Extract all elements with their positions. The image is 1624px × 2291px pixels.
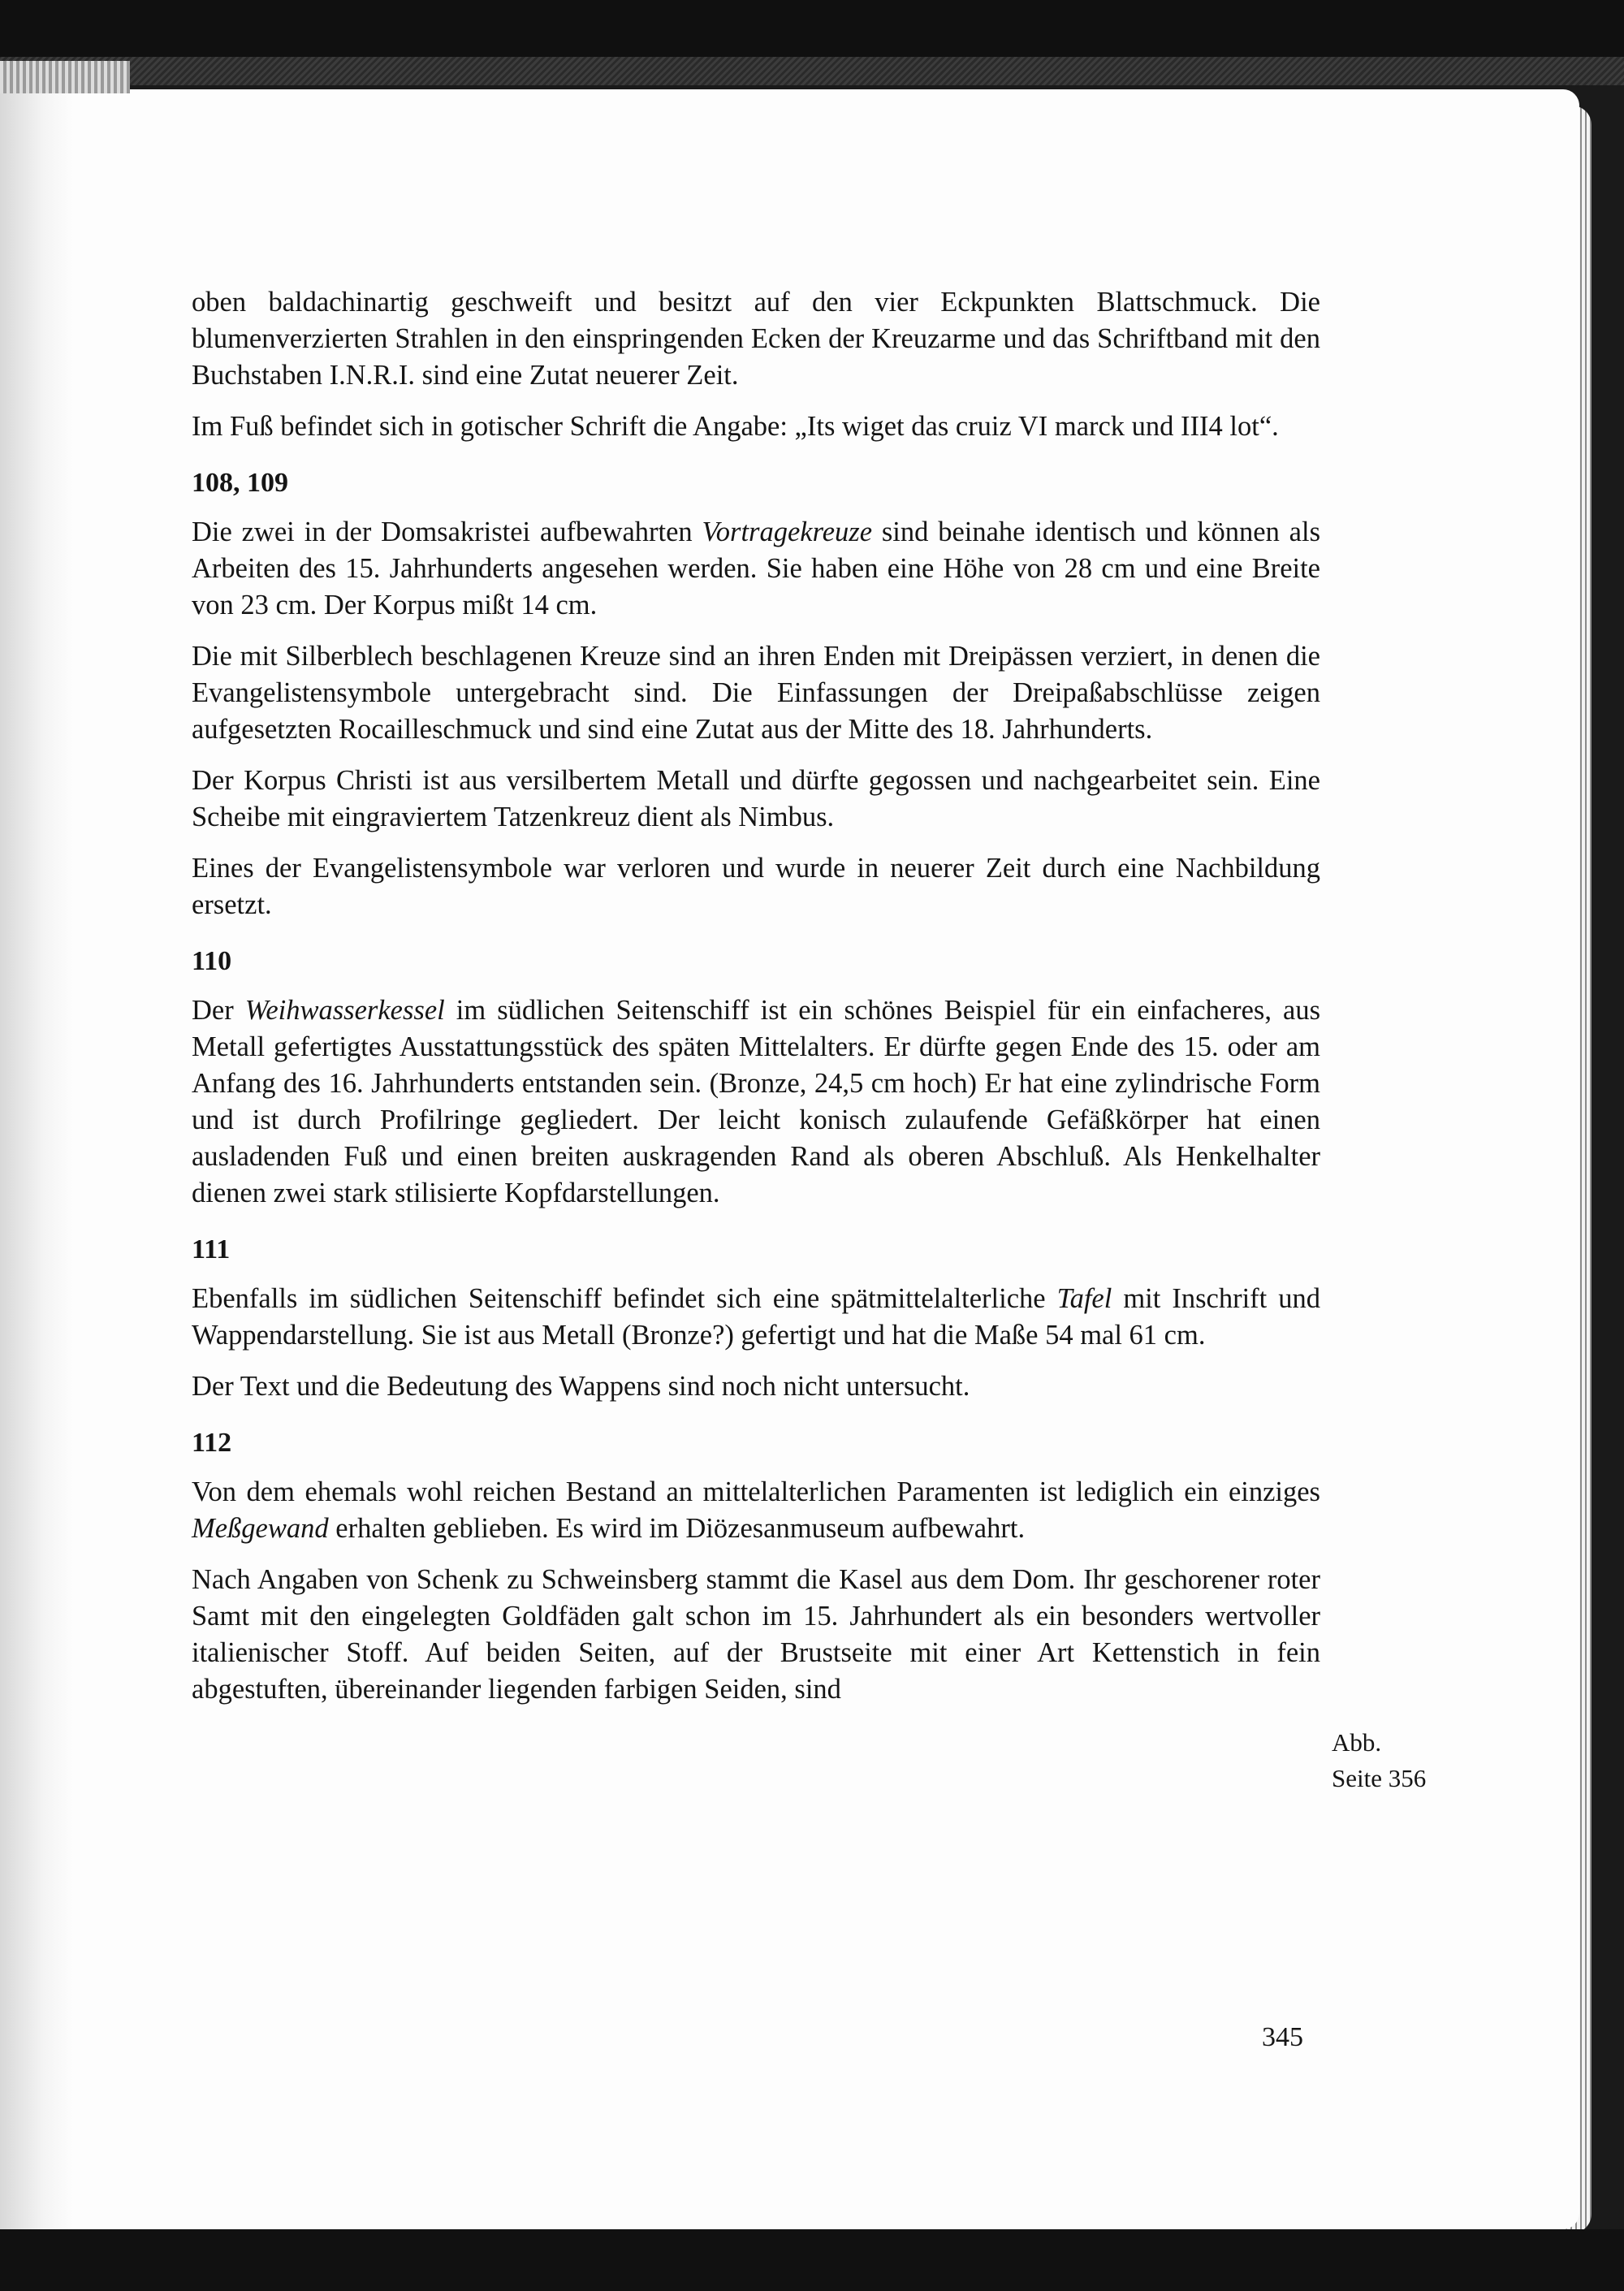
main-text — [192, 284, 1320, 1723]
emphasized-term: Tafel — [1056, 1283, 1112, 1314]
book-gutter — [0, 89, 73, 2229]
text-run: sind beinahe identisch und können als Arbeiten des 15. Jahrhunderts angesehen werden. Sie haben eine Höhe von 28 cm und eine Breite von 23 cm. Der Korpus mißt 14 cm. — [192, 517, 1320, 620]
paragraph — [192, 514, 1320, 624]
emphasized-term: Vortragekreuze — [702, 517, 873, 547]
paragraph: Nach Angaben von Schenk zu Schweinsberg stammt die Kasel aus dem Dom. Ihr geschorener roter Samt mit den eingelegten Goldfäden galt schon im 15. Jahrhundert als ein besonders wertvoller italienischer Stoff. Auf beiden Seiten, auf der Brustseite mit einer Art Kettenstich in fein abgestuften, übereinander liegenden farbigen Seiden, sind — [192, 1564, 1320, 1705]
paragraph — [192, 1281, 1320, 1354]
paragraph: Eines der Evangelistensymbole war verloren und wurde in neuerer Zeit durch eine Nachbildung ersetzt. — [192, 853, 1320, 920]
text-run: Der — [192, 995, 245, 1026]
paragraph — [192, 1474, 1320, 1547]
page-number: 345 — [1262, 2022, 1303, 2052]
margin-note-line: Seite 356 — [1332, 1764, 1427, 1792]
text-run: mit Inschrift und Wappendarstellung. Sie ist aus Metall (Bronze?) gefertigt und hat die Maße 54 mal 61 cm. — [192, 1283, 1320, 1351]
paragraph: Der Text und die Bedeutung des Wappens sind noch nicht untersucht. — [192, 1371, 970, 1402]
text-run: Ebenfalls im südlichen Seitenschiff befindet sich eine spätmittelalterliche — [192, 1283, 1057, 1314]
text-run: Von dem ehemals wohl reichen Bestand an mittelalterlichen Paramenten ist lediglich ein einziges — [192, 1476, 1320, 1507]
scan-background-dark-edge — [0, 0, 1624, 57]
paragraph: Der Korpus Christi ist aus versilbertem Metall und dürfte gegossen und nachgearbeitet sein. Eine Scheibe mit eingraviertem Tatzenkreuz dient als Nimbus. — [192, 765, 1320, 832]
text-run: im südlichen Seitenschiff ist ein schönes Beispiel für ein einfacheres, aus Metall gefertigtes Ausstattungsstück des späten Mittelalters. Er dürfte gegen Ende des 15. oder am Anfang des 16. Jahrhunderts entstanden sein. (Bronze, 24,5 cm hoch) Er hat eine zylindrische Form und ist durch Profilringe gegliedert. Der leicht konisch zulaufende Gefäßkörper hat einen ausladenden Fuß und einen breiten auskragenden Rand als oberen Abschluß. Als Henkelhalter dienen zwei stark stilisierte Kopfdarstellungen. — [192, 995, 1321, 1208]
text-run: erhalten geblieben. Es wird im Diözesanmuseum aufbewahrt. — [328, 1513, 1026, 1544]
emphasized-term: Meßgewand — [192, 1513, 329, 1544]
margin-note-line: Abb. — [1332, 1728, 1382, 1757]
paragraph: Die mit Silberblech beschlagenen Kreuze sind an ihren Enden mit Dreipässen verziert, in denen die Evangelistensymbole untergebracht sind. Die Einfassungen der Dreipaßabschlüsse zeigen aufgesetzten Rocailleschmuck und sind eine Zutat aus der Mitte des 18. Jahrhunderts. — [192, 641, 1320, 745]
scan-background-bottom — [0, 2229, 1624, 2291]
margin-note — [1332, 1725, 1426, 1796]
paragraph: Im Fuß befindet sich in gotischer Schrift die Angabe: „Its wiget das cruiz VI marck und III4 lot“. — [192, 411, 1279, 442]
paragraph — [192, 992, 1320, 1212]
binding-strip — [0, 61, 130, 93]
entry-heading-111: 111 — [192, 1234, 231, 1264]
entry-heading-110: 110 — [192, 946, 232, 976]
text-run: Die zwei in der Domsakristei aufbewahrten — [192, 517, 702, 547]
entry-heading-112: 112 — [192, 1428, 232, 1458]
paragraph: oben baldachinartig geschweift und besitzt auf den vier Eckpunkten Blattschmuck. Die blumenverzierten Strahlen in den einspringenden Ecken der Kreuzarme und das Schriftband mit den Buchstaben I.N.R.I. sind eine Zutat neuerer Zeit. — [192, 287, 1320, 391]
emphasized-term: Weihwasserkessel — [244, 995, 445, 1026]
entry-heading-108-109: 108, 109 — [192, 468, 288, 498]
